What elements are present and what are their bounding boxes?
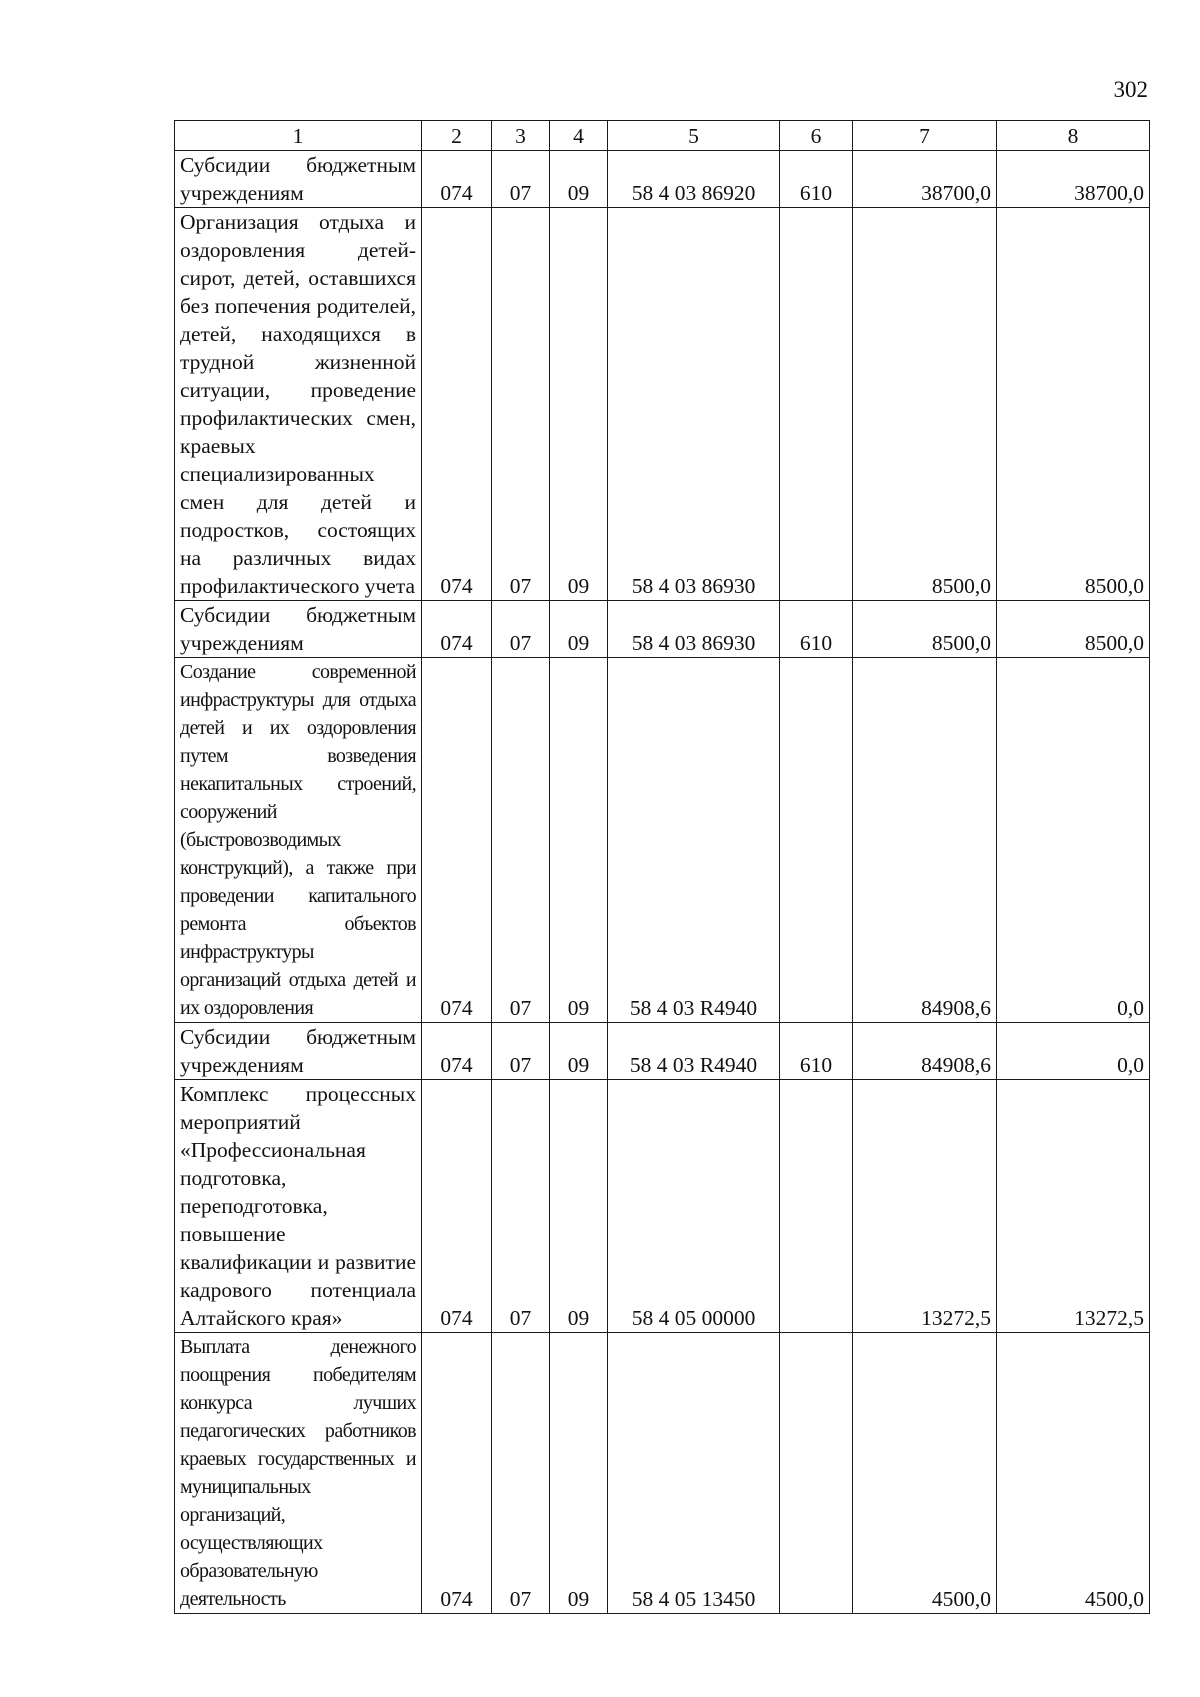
cell-amount-1: 38700,0 xyxy=(853,151,997,208)
cell-target-article: 58 4 05 13450 xyxy=(608,1333,780,1614)
cell-section: 07 xyxy=(492,601,550,658)
cell-expense-type: 610 xyxy=(780,601,853,658)
row-description: Комплекс процессных мероприятий «Профессиональная подготовка, переподготовка, повышение квалификации и развитие кадрового потенциала Алтайского края» xyxy=(175,1080,422,1333)
table-row xyxy=(175,151,1150,208)
cell-section: 07 xyxy=(492,208,550,601)
column-header: 2 xyxy=(422,121,492,151)
cell-amount-2: 8500,0 xyxy=(997,208,1150,601)
cell-subsection: 09 xyxy=(550,601,608,658)
cell-ministry-code: 074 xyxy=(422,1080,492,1333)
cell-subsection: 09 xyxy=(550,208,608,601)
table-row xyxy=(175,1333,1150,1614)
cell-expense-type xyxy=(780,658,853,1023)
cell-subsection: 09 xyxy=(550,1080,608,1333)
cell-amount-1: 13272,5 xyxy=(853,1080,997,1333)
cell-expense-type: 610 xyxy=(780,151,853,208)
cell-amount-2: 0,0 xyxy=(997,1023,1150,1080)
cell-section: 07 xyxy=(492,1023,550,1080)
cell-target-article: 58 4 05 00000 xyxy=(608,1080,780,1333)
table-row xyxy=(175,1023,1150,1080)
cell-expense-type: 610 xyxy=(780,1023,853,1080)
row-description: Субсидии бюджетным учреждениям xyxy=(175,151,422,208)
cell-section: 07 xyxy=(492,1080,550,1333)
cell-amount-1: 8500,0 xyxy=(853,208,997,601)
cell-subsection: 09 xyxy=(550,1023,608,1080)
cell-ministry-code: 074 xyxy=(422,151,492,208)
cell-subsection: 09 xyxy=(550,1333,608,1614)
cell-ministry-code: 074 xyxy=(422,208,492,601)
cell-amount-1: 8500,0 xyxy=(853,601,997,658)
column-header: 8 xyxy=(997,121,1150,151)
table-row xyxy=(175,1080,1150,1333)
cell-ministry-code: 074 xyxy=(422,601,492,658)
cell-ministry-code: 074 xyxy=(422,1023,492,1080)
cell-ministry-code: 074 xyxy=(422,658,492,1023)
table-row xyxy=(175,601,1150,658)
column-header: 7 xyxy=(853,121,997,151)
column-header: 3 xyxy=(492,121,550,151)
row-description: Создание современной инфраструктуры для отдыха детей и их оздоровления путем возведения некапитальных строений, сооружений (быстровозводимых конструкций), а также при проведении капитального ремонта объектов инфраструктуры организаций отдыха детей и их оздоровления xyxy=(175,658,422,1023)
cell-subsection: 09 xyxy=(550,658,608,1023)
cell-section: 07 xyxy=(492,1333,550,1614)
cell-subsection: 09 xyxy=(550,151,608,208)
cell-amount-1: 84908,6 xyxy=(853,1023,997,1080)
cell-amount-1: 84908,6 xyxy=(853,658,997,1023)
row-description: Организация отдыха и оздоровления детей-сирот, детей, оставшихся без попечения родителей, детей, находящихся в трудной жизненной ситуации, проведение профилактических смен, краевых специализированных смен для детей и подростков, состоящих на различных видах профилактического учета xyxy=(175,208,422,601)
cell-section: 07 xyxy=(492,658,550,1023)
column-header: 4 xyxy=(550,121,608,151)
row-description: Выплата денежного поощрения победителям конкурса лучших педагогических работников краевых государственных и муниципальных организаций, осуществляющих образовательную деятельность xyxy=(175,1333,422,1614)
header-row xyxy=(175,121,1150,151)
cell-amount-2: 0,0 xyxy=(997,658,1150,1023)
cell-amount-2: 38700,0 xyxy=(997,151,1150,208)
budget-table xyxy=(174,120,1150,1614)
table-row xyxy=(175,208,1150,601)
column-header: 6 xyxy=(780,121,853,151)
cell-amount-1: 4500,0 xyxy=(853,1333,997,1614)
cell-target-article: 58 4 03 R4940 xyxy=(608,658,780,1023)
cell-amount-2: 4500,0 xyxy=(997,1333,1150,1614)
cell-target-article: 58 4 03 86930 xyxy=(608,601,780,658)
cell-expense-type xyxy=(780,1333,853,1614)
row-description: Субсидии бюджетным учреждениям xyxy=(175,1023,422,1080)
cell-amount-2: 13272,5 xyxy=(997,1080,1150,1333)
cell-expense-type xyxy=(780,208,853,601)
page-number: 302 xyxy=(1113,77,1148,102)
cell-target-article: 58 4 03 86920 xyxy=(608,151,780,208)
column-header: 5 xyxy=(608,121,780,151)
cell-section: 07 xyxy=(492,151,550,208)
cell-target-article: 58 4 03 86930 xyxy=(608,208,780,601)
cell-amount-2: 8500,0 xyxy=(997,601,1150,658)
cell-target-article: 58 4 03 R4940 xyxy=(608,1023,780,1080)
row-description: Субсидии бюджетным учреждениям xyxy=(175,601,422,658)
column-header: 1 xyxy=(175,121,422,151)
table-row xyxy=(175,658,1150,1023)
cell-ministry-code: 074 xyxy=(422,1333,492,1614)
cell-expense-type xyxy=(780,1080,853,1333)
